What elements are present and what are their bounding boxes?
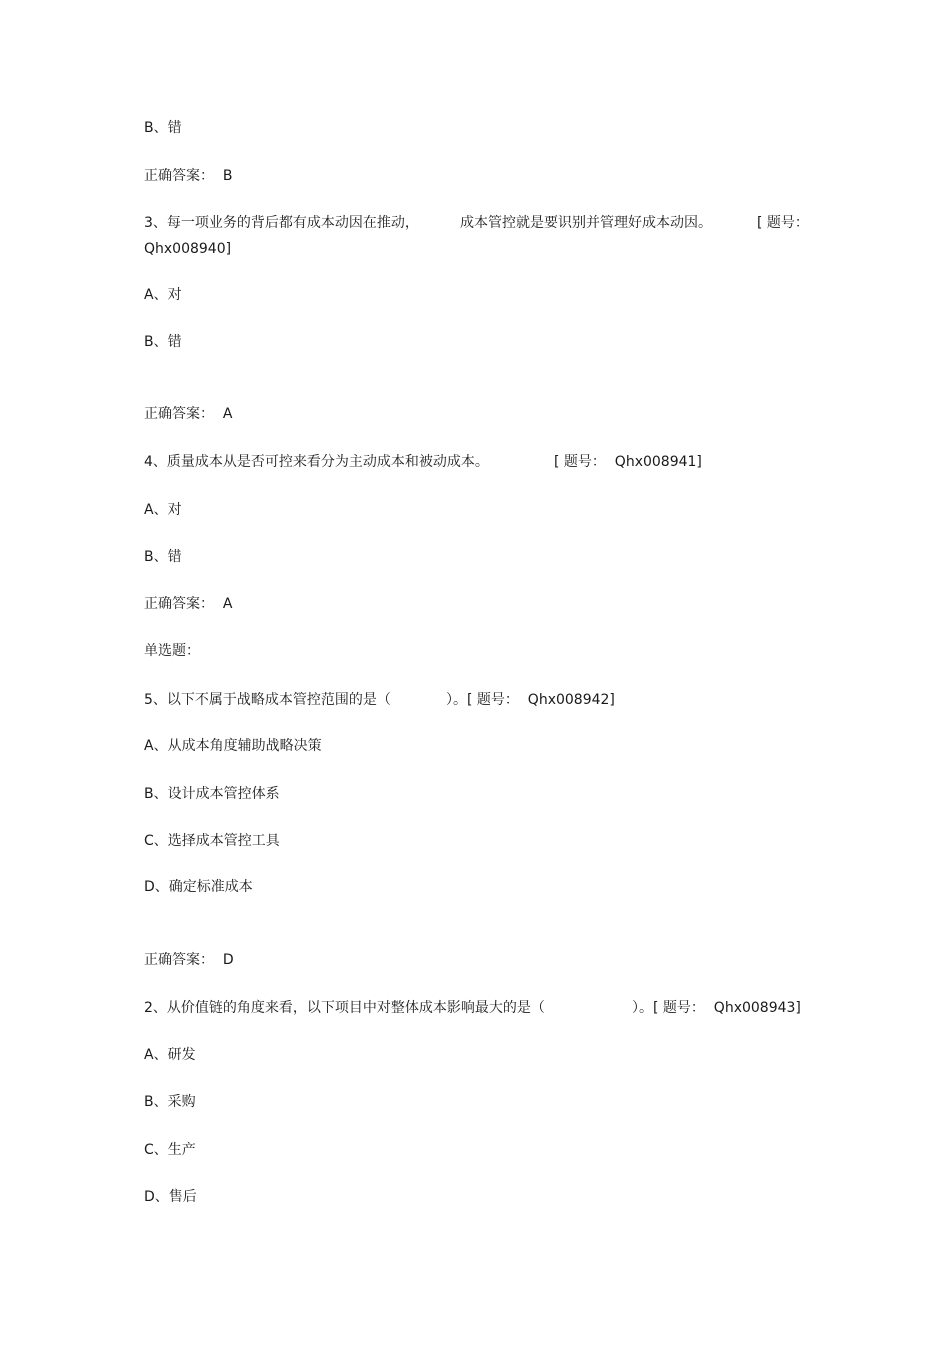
- question-4-id: [ 题号： Qhx008941]: [554, 454, 702, 470]
- question-3-stem: 3、每一项业务的背后都有成本动因在推动，: [144, 215, 419, 231]
- correct-answer: 正确答案： A: [144, 406, 233, 422]
- option-d: D、确定标准成本: [144, 879, 253, 895]
- option-d: D、售后: [144, 1189, 197, 1205]
- option-a: A、研发: [144, 1047, 196, 1063]
- question-4-stem: 4、质量成本从是否可控来看分为主动成本和被动成本。: [144, 454, 489, 470]
- correct-answer: 正确答案： D: [144, 952, 234, 968]
- option-a: A、从成本角度辅助战略决策: [144, 738, 322, 754]
- option-b: B、设计成本管控体系: [144, 786, 280, 802]
- question-3-stem-cont: 成本管控就是要识别并管理好成本动因。: [460, 215, 712, 231]
- option-b-wrong: B、错: [144, 120, 182, 136]
- option-a-right: A、对: [144, 502, 182, 518]
- question-3-id-label: [ 题号：: [757, 215, 809, 231]
- question-2-id: ）。[ 题号： Qhx008943]: [632, 1000, 801, 1016]
- option-a-right: A、对: [144, 287, 182, 303]
- question-5-stem: 5、以下不属于战略成本管控范围的是（: [144, 692, 391, 708]
- correct-answer: 正确答案： A: [144, 596, 233, 612]
- question-3-id: Qhx008940]: [144, 241, 232, 257]
- option-c: C、选择成本管控工具: [144, 833, 280, 849]
- option-b-wrong: B、错: [144, 549, 182, 565]
- section-heading-single-choice: 单选题：: [144, 643, 200, 659]
- option-b: B、采购: [144, 1094, 196, 1110]
- option-c: C、生产: [144, 1142, 196, 1158]
- correct-answer: 正确答案： B: [144, 168, 233, 184]
- option-b-wrong: B、错: [144, 334, 182, 350]
- question-2-stem: 2、从价值链的角度来看，以下项目中对整体成本影响最大的是（: [144, 1000, 545, 1016]
- question-5-id: ）。[ 题号： Qhx008942]: [446, 692, 615, 708]
